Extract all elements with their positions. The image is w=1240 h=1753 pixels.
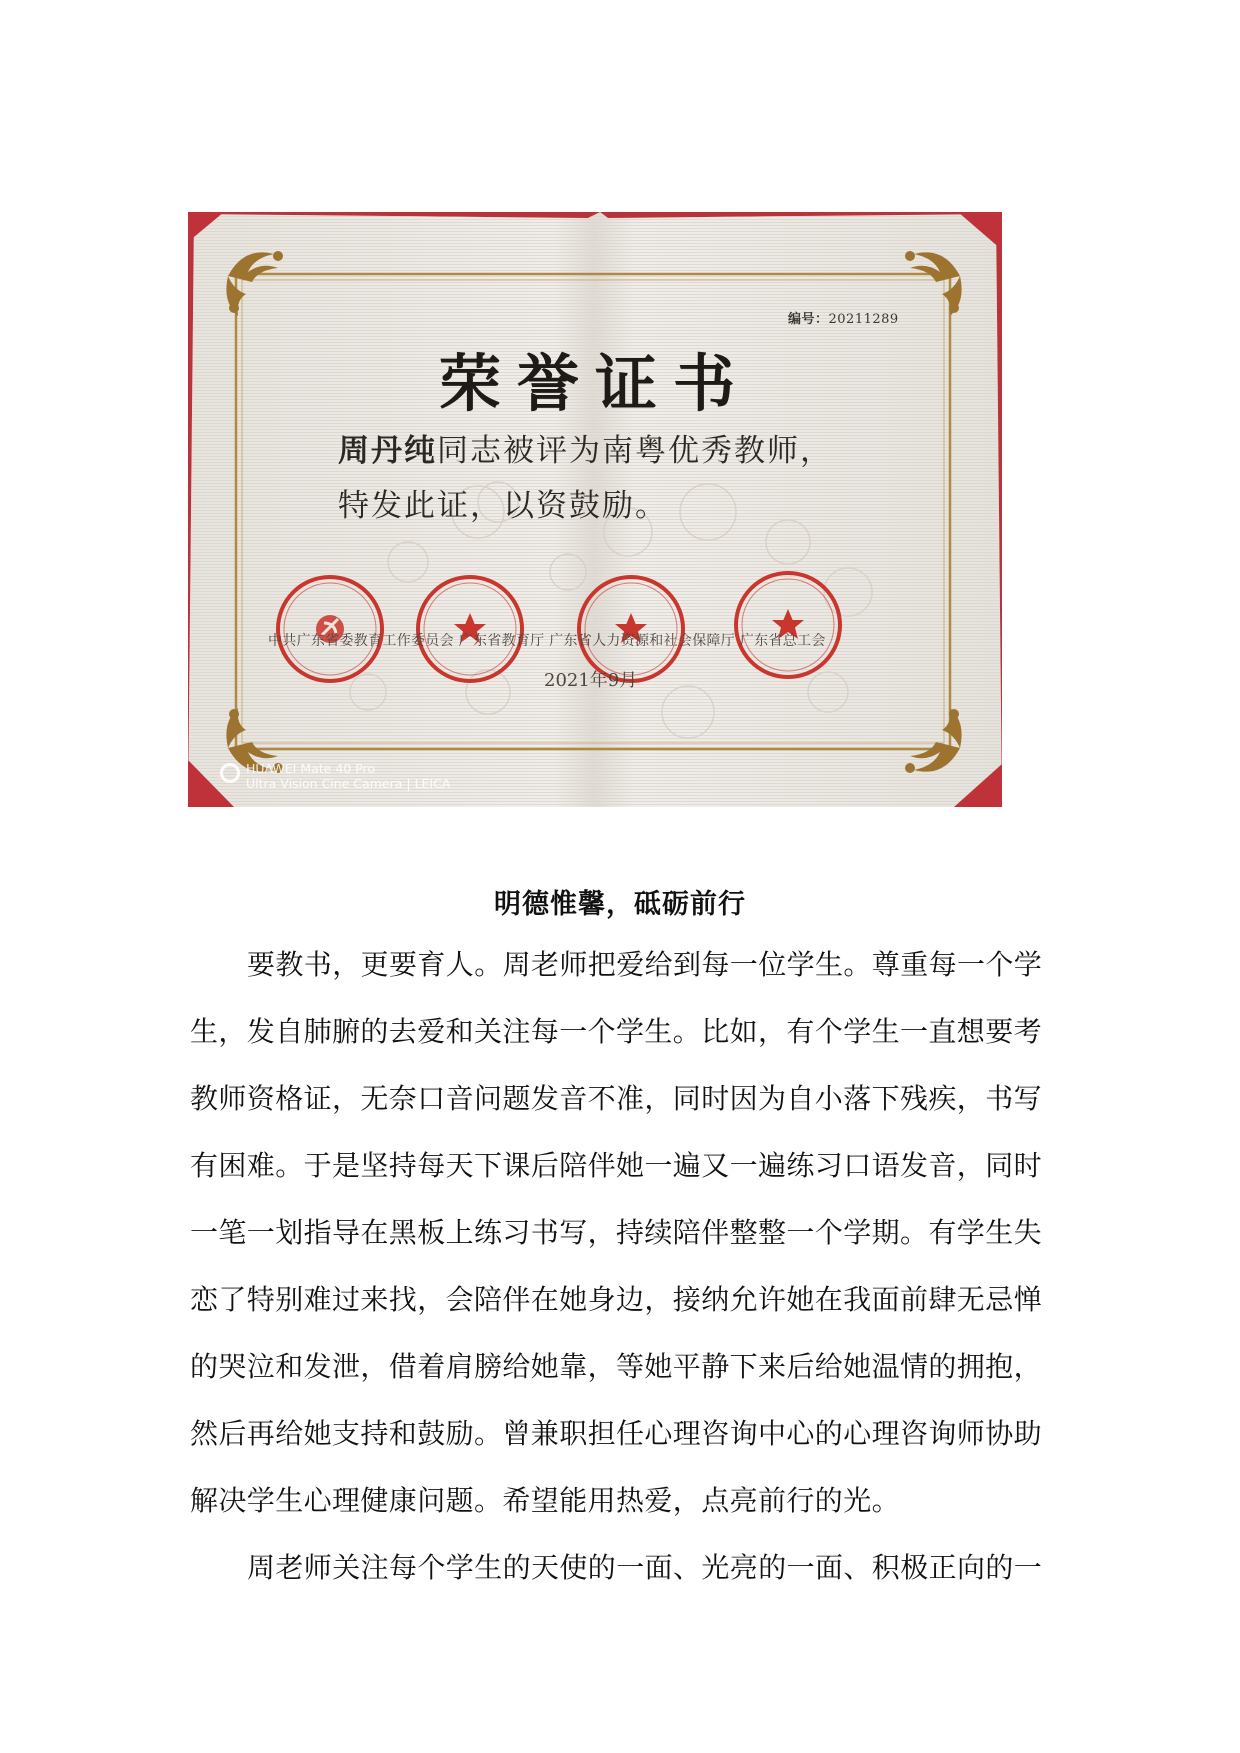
certificate-citation-line1: 周丹纯同志被评为南粤优秀教师， <box>338 433 833 469</box>
paragraph-line: 教师资格证，无奈口音问题发音不准，同时因为自小落下残疾，书写 <box>190 1082 1043 1115</box>
section-heading: 明德惟馨，砥砺前行 <box>494 889 746 920</box>
certificate-issuers: 中共广东省委教育工作委员会 广东省教育厅 广东省人力资源和社会保障厅 广东省总工会 <box>268 633 826 649</box>
camera-logo-icon <box>220 763 240 783</box>
certificate-title: 荣誉证书 <box>438 347 751 420</box>
paragraph-line: 然后再给她支持和鼓励。曾兼职担任心理咨询中心的心理咨询师协助 <box>190 1417 1043 1450</box>
paragraph-line: 有困难。于是坚持每天下课后陪伴她一遍又一遍练习口语发音，同时 <box>190 1149 1043 1182</box>
paragraph-line: 恋了特别难过来找，会陪伴在她身边，接纳允许她在我面前肆无忌惮 <box>190 1283 1043 1316</box>
camera-watermark: HUAWEI Mate 40 Pro Ultra Vision Cine Camera | LEICA <box>246 761 451 791</box>
recipient-name: 周丹纯 <box>338 433 437 469</box>
paragraph-line: 的哭泣和发泄，借着肩膀给她靠，等她平静下来后给她温情的拥抱， <box>190 1350 1043 1383</box>
paragraph-line: 一笔一划指导在黑板上练习书写，持续陪伴整整一个学期。有学生失 <box>190 1216 1043 1249</box>
certificate-citation-line2: 特发此证，以资鼓励。 <box>338 488 668 524</box>
paragraph-line: 周老师关注每个学生的天使的一面、光亮的一面、积极正向的一 <box>247 1551 1043 1584</box>
paragraph-line: 解决学生心理健康问题。希望能用热爱，点亮前行的光。 <box>190 1484 901 1517</box>
paragraph-line: 生，发自肺腑的去爱和关注每一个学生。比如，有个学生一直想要考 <box>190 1015 1043 1048</box>
certificate-number: 编号：20211289 <box>788 312 899 327</box>
certificate-date: 2021年9月 <box>544 670 638 691</box>
certificate-photo <box>188 212 1002 807</box>
paragraph-line: 要教书，更要育人。周老师把爱给到每一位学生。尊重每一个学 <box>247 948 1043 981</box>
